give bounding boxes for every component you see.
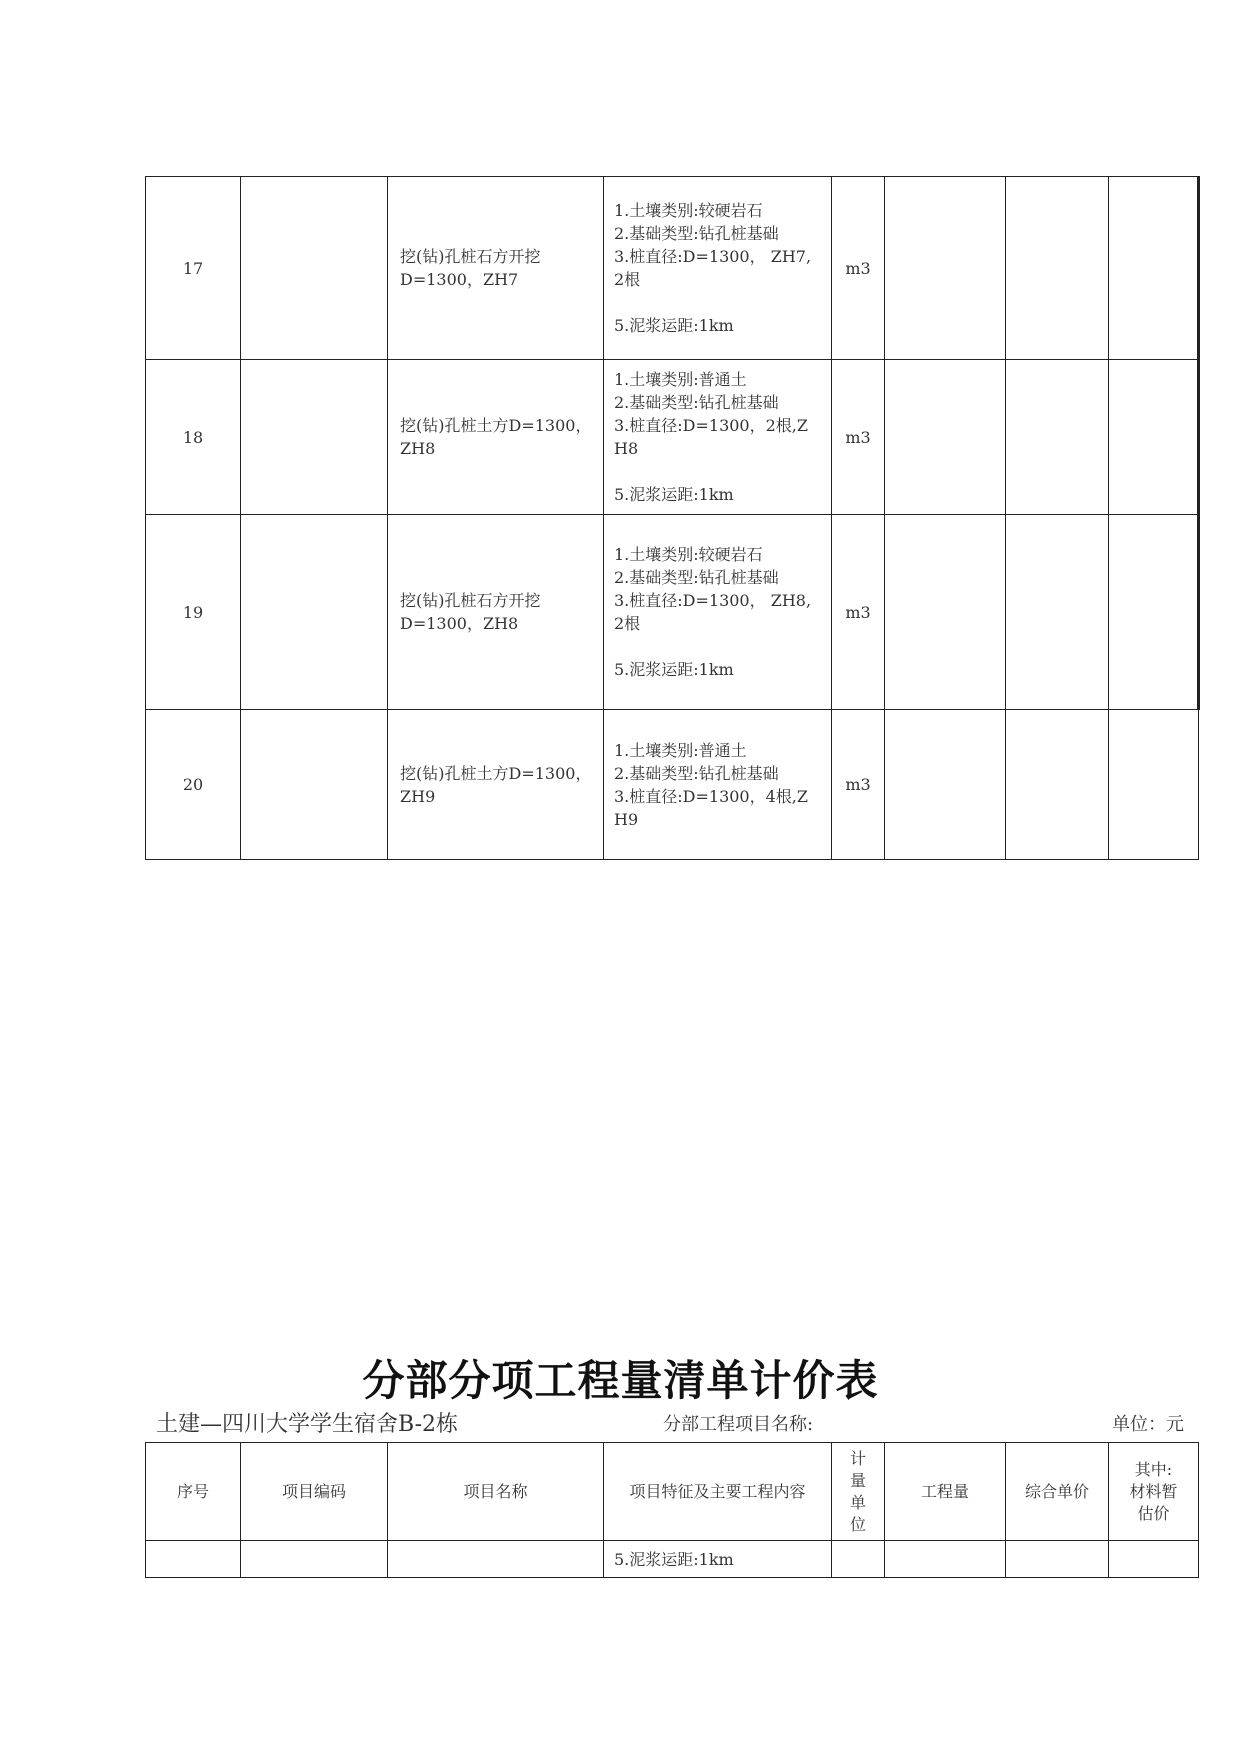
cell-code (241, 710, 388, 860)
feature-line (614, 635, 821, 658)
cell-price (1006, 177, 1109, 360)
header-unit-char: 量 (849, 1470, 866, 1490)
cell-qty (885, 360, 1006, 515)
feature-line: 2.基础类型:钻孔桩基础 (614, 224, 779, 243)
cell-price (1006, 1541, 1109, 1578)
header-code: 项目编码 (241, 1443, 388, 1541)
cell-material (1109, 1541, 1199, 1578)
table-right-border (1197, 176, 1200, 710)
feature-line: 2.基础类型:钻孔桩基础 (614, 393, 779, 412)
header-material-line: 估价 (1137, 1503, 1170, 1523)
cell-features (604, 360, 832, 515)
feature-line: 3.桩直径:D=1300， ZH7,2根 (614, 247, 812, 289)
cell-code (241, 515, 388, 710)
cell-qty (885, 1541, 1006, 1578)
upper-bill-table (145, 176, 1199, 860)
cell-price (1006, 515, 1109, 710)
cell-material (1109, 177, 1199, 360)
feature-line: 5.泥浆运距:1km (614, 1549, 734, 1569)
table-row (146, 710, 1199, 860)
cell-seq: 20 (146, 710, 241, 860)
feature-line: 3.桩直径:D=1300，2根,ZH8 (614, 416, 808, 458)
cell-price (1006, 360, 1109, 515)
cell-material (1109, 360, 1199, 515)
feature-line: 1.土壤类别:普通土 (614, 370, 747, 389)
cell-material (1109, 710, 1199, 860)
feature-line (614, 460, 821, 483)
cell-seq (146, 1541, 241, 1578)
section-name-label: 分部工程项目名称: (663, 1414, 814, 1435)
cell-name: 挖(钻)孔桩土方D=1300，ZH9 (388, 710, 604, 860)
cell-features (604, 1541, 832, 1578)
header-price: 综合单价 (1006, 1443, 1109, 1541)
feature-line: 2.基础类型:钻孔桩基础 (614, 568, 779, 587)
cell-name: 挖(钻)孔桩石方开挖D=1300，ZH8 (388, 515, 604, 710)
table-row (146, 1541, 1199, 1578)
cell-material (1109, 515, 1199, 710)
cell-seq: 17 (146, 177, 241, 360)
cell-features (604, 177, 832, 360)
feature-line: 5.泥浆运距:1km (614, 660, 734, 679)
feature-line: 2.基础类型:钻孔桩基础 (614, 763, 779, 783)
currency-unit-label: 单位：元 (1112, 1414, 1184, 1435)
header-unit-char: 位 (849, 1514, 866, 1534)
table-row (146, 177, 1199, 360)
header-qty: 工程量 (885, 1443, 1006, 1541)
cell-code (241, 360, 388, 515)
table-row (146, 515, 1199, 710)
page-title: 分部分项工程量清单计价表 (362, 1356, 879, 1405)
cell-seq: 18 (146, 360, 241, 515)
header-features: 项目特征及主要工程内容 (604, 1443, 832, 1541)
cell-name (388, 1541, 604, 1578)
header-material-line: 其中: (1134, 1459, 1173, 1479)
header-unit-char: 计 (849, 1448, 866, 1468)
feature-line: 3.桩直径:D=1300，4根,ZH9 (614, 786, 808, 829)
feature-line: 1.土壤类别:普通土 (614, 740, 747, 760)
feature-line: 5.泥浆运距:1km (614, 316, 734, 335)
table-row (146, 360, 1199, 515)
header-unit-char: 单 (849, 1492, 866, 1512)
project-name: 土建—四川大学学生宿舍B-2栋 (156, 1412, 459, 1437)
cell-unit: m3 (832, 177, 885, 360)
header-material (1109, 1443, 1199, 1541)
header-seq: 序号 (146, 1443, 241, 1541)
cell-price (1006, 710, 1109, 860)
cell-code (241, 1541, 388, 1578)
cell-qty (885, 515, 1006, 710)
lower-bill-table (145, 1442, 1199, 1578)
cell-features (604, 515, 832, 710)
cell-unit: m3 (832, 360, 885, 515)
cell-name: 挖(钻)孔桩石方开挖D=1300，ZH7 (388, 177, 604, 360)
cell-qty (885, 710, 1006, 860)
cell-qty (885, 177, 1006, 360)
header-material-line: 材料暂 (1129, 1481, 1178, 1501)
cell-features (604, 710, 832, 860)
feature-line (614, 291, 821, 314)
cell-name: 挖(钻)孔桩土方D=1300，ZH8 (388, 360, 604, 515)
cell-seq: 19 (146, 515, 241, 710)
cell-unit: m3 (832, 710, 885, 860)
feature-line: 1.土壤类别:较硬岩石 (614, 201, 763, 220)
feature-line: 5.泥浆运距:1km (614, 485, 734, 504)
header-row (146, 1443, 1199, 1541)
header-name: 项目名称 (388, 1443, 604, 1541)
cell-code (241, 177, 388, 360)
cell-unit: m3 (832, 515, 885, 710)
feature-line: 3.桩直径:D=1300， ZH8,2根 (614, 591, 812, 633)
cell-unit (832, 1541, 885, 1578)
header-unit (832, 1443, 885, 1541)
feature-line: 1.土壤类别:较硬岩石 (614, 545, 763, 564)
